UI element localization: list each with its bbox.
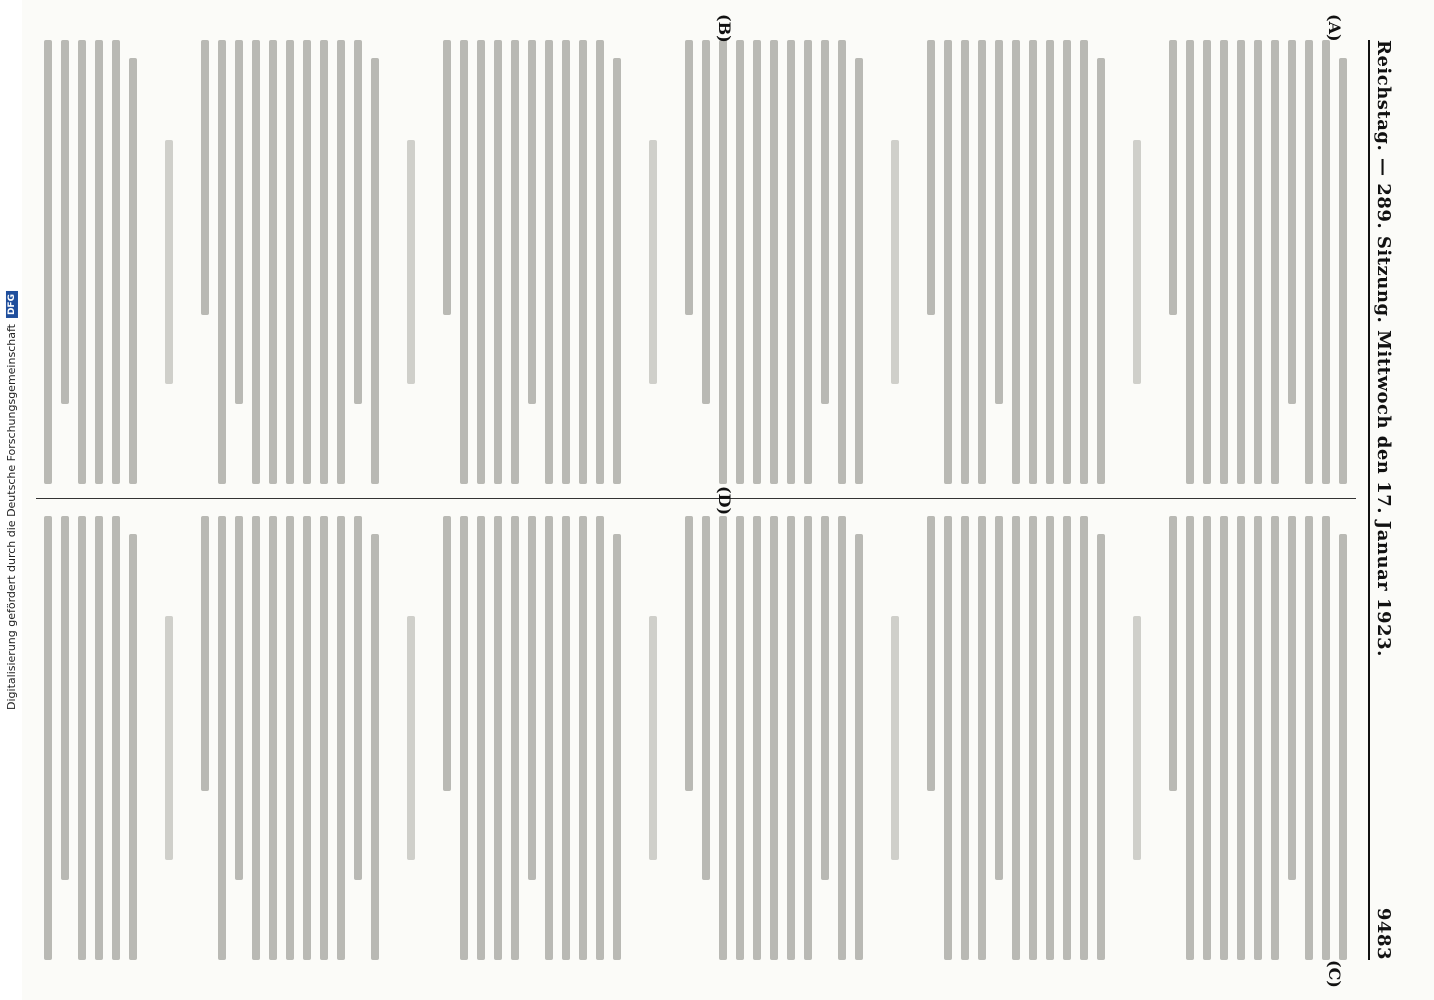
text-line-placeholder	[371, 58, 379, 484]
text-line-placeholder	[235, 516, 243, 880]
text-line-placeholder	[702, 40, 710, 404]
column-rule	[36, 498, 1356, 499]
text-line-placeholder	[1220, 516, 1228, 960]
text-line-placeholder	[562, 40, 570, 484]
text-line-placeholder	[1203, 516, 1211, 960]
text-line-placeholder	[286, 40, 294, 484]
text-line-placeholder	[460, 516, 468, 960]
text-line-placeholder	[337, 40, 345, 484]
paragraph-gap	[1150, 516, 1160, 960]
paragraph-gap	[1114, 40, 1124, 484]
text-line-placeholder	[1305, 516, 1313, 960]
text-line-placeholder	[1186, 516, 1194, 960]
text-line-placeholder	[995, 516, 1003, 880]
text-line-placeholder	[736, 40, 744, 484]
text-line-placeholder	[891, 140, 899, 384]
text-line-placeholder	[545, 516, 553, 960]
text-line-placeholder	[1186, 40, 1194, 484]
paragraph-gap	[1150, 40, 1160, 484]
paragraph-gap	[146, 516, 156, 960]
text-line-placeholder	[269, 40, 277, 484]
text-line-placeholder	[961, 516, 969, 960]
text-line-placeholder	[320, 516, 328, 960]
text-line-placeholder	[596, 40, 604, 484]
text-line-placeholder	[1203, 40, 1211, 484]
text-line-placeholder	[443, 40, 451, 315]
left-column	[36, 40, 1356, 484]
text-line-placeholder	[443, 516, 451, 791]
text-line-placeholder	[787, 516, 795, 960]
text-line-placeholder	[1012, 516, 1020, 960]
text-line-placeholder	[1029, 516, 1037, 960]
text-line-placeholder	[1305, 40, 1313, 484]
text-line-placeholder	[719, 40, 727, 484]
text-line-placeholder	[978, 40, 986, 484]
text-line-placeholder	[1271, 40, 1279, 484]
paragraph-gap	[388, 40, 398, 484]
text-line-placeholder	[838, 40, 846, 484]
paragraph-gap	[872, 516, 882, 960]
margin-mark-b: (B)	[715, 14, 734, 43]
text-line-placeholder	[407, 616, 415, 860]
text-line-placeholder	[804, 516, 812, 960]
paragraph-gap	[146, 40, 156, 484]
text-line-placeholder	[685, 40, 693, 315]
text-line-placeholder	[1220, 40, 1228, 484]
page-header	[1368, 40, 1398, 960]
paragraph-gap	[666, 40, 676, 484]
text-line-placeholder	[685, 516, 693, 791]
text-line-placeholder	[252, 516, 260, 960]
text-line-placeholder	[78, 40, 86, 484]
paragraph-gap	[182, 40, 192, 484]
text-line-placeholder	[494, 516, 502, 960]
text-line-placeholder	[1046, 516, 1054, 960]
text-line-placeholder	[753, 40, 761, 484]
text-line-placeholder	[927, 40, 935, 315]
text-line-placeholder	[855, 58, 863, 484]
text-line-placeholder	[320, 40, 328, 484]
text-line-placeholder	[269, 516, 277, 960]
paragraph-gap	[908, 40, 918, 484]
text-line-placeholder	[407, 140, 415, 384]
text-line-placeholder	[129, 58, 137, 484]
text-line-placeholder	[235, 40, 243, 404]
text-line-placeholder	[1063, 516, 1071, 960]
paragraph-gap	[424, 516, 434, 960]
text-line-placeholder	[354, 40, 362, 404]
margin-mark-c: (C)	[1325, 960, 1344, 988]
text-line-placeholder	[511, 40, 519, 484]
text-line-placeholder	[218, 40, 226, 484]
text-line-placeholder	[95, 516, 103, 960]
text-line-placeholder	[528, 516, 536, 880]
text-line-placeholder	[61, 40, 69, 404]
text-line-placeholder	[978, 516, 986, 960]
text-line-placeholder	[770, 516, 778, 960]
text-line-placeholder	[1271, 516, 1279, 960]
text-line-placeholder	[286, 516, 294, 960]
text-line-placeholder	[1254, 40, 1262, 484]
text-line-placeholder	[821, 40, 829, 404]
text-line-placeholder	[201, 40, 209, 315]
text-line-placeholder	[337, 516, 345, 960]
text-line-placeholder	[1046, 40, 1054, 484]
text-line-placeholder	[95, 40, 103, 484]
text-line-placeholder	[303, 516, 311, 960]
paragraph-gap	[872, 40, 882, 484]
text-line-placeholder	[1288, 40, 1296, 404]
text-line-placeholder	[944, 40, 952, 484]
text-line-placeholder	[1080, 516, 1088, 960]
text-line-placeholder	[787, 40, 795, 484]
text-line-placeholder	[1237, 516, 1245, 960]
text-line-placeholder	[927, 516, 935, 791]
text-line-placeholder	[649, 616, 657, 860]
text-line-placeholder	[1063, 40, 1071, 484]
text-line-placeholder	[1237, 40, 1245, 484]
text-line-placeholder	[961, 40, 969, 484]
text-line-placeholder	[165, 616, 173, 860]
text-line-placeholder	[303, 40, 311, 484]
text-line-placeholder	[1029, 40, 1037, 484]
text-line-placeholder	[165, 140, 173, 384]
paragraph-gap	[908, 516, 918, 960]
text-line-placeholder	[494, 40, 502, 484]
margin-mark-a: (A)	[1325, 14, 1344, 42]
text-line-placeholder	[1133, 140, 1141, 384]
text-line-placeholder	[545, 40, 553, 484]
text-line-placeholder	[129, 534, 137, 960]
paragraph-gap	[424, 40, 434, 484]
text-line-placeholder	[702, 516, 710, 880]
text-line-placeholder	[1080, 40, 1088, 484]
page-number: 9483	[1373, 907, 1395, 960]
text-line-placeholder	[1169, 516, 1177, 791]
text-line-placeholder	[477, 40, 485, 484]
text-line-placeholder	[1322, 516, 1330, 960]
paragraph-gap	[666, 516, 676, 960]
text-line-placeholder	[1133, 616, 1141, 860]
text-line-placeholder	[1169, 40, 1177, 315]
text-line-placeholder	[1097, 534, 1105, 960]
text-line-placeholder	[596, 516, 604, 960]
text-line-placeholder	[511, 516, 519, 960]
dfg-logo: DFG	[5, 291, 17, 318]
text-line-placeholder	[1322, 40, 1330, 484]
text-line-placeholder	[579, 40, 587, 484]
text-line-placeholder	[736, 516, 744, 960]
text-line-placeholder	[804, 40, 812, 484]
text-line-placeholder	[891, 616, 899, 860]
text-line-placeholder	[1288, 516, 1296, 880]
text-line-placeholder	[112, 40, 120, 484]
text-line-placeholder	[838, 516, 846, 960]
text-line-placeholder	[821, 516, 829, 880]
text-line-placeholder	[1012, 40, 1020, 484]
text-line-placeholder	[112, 516, 120, 960]
text-line-placeholder	[78, 516, 86, 960]
paragraph-gap	[182, 516, 192, 960]
text-line-placeholder	[218, 516, 226, 960]
text-line-placeholder	[252, 40, 260, 484]
text-line-placeholder	[649, 140, 657, 384]
text-line-placeholder	[1339, 534, 1347, 960]
paragraph-gap	[388, 516, 398, 960]
text-line-placeholder	[719, 516, 727, 960]
paragraph-gap	[630, 40, 640, 484]
text-line-placeholder	[1097, 58, 1105, 484]
footer-strip	[0, 0, 22, 1000]
text-line-placeholder	[770, 40, 778, 484]
text-line-placeholder	[579, 516, 587, 960]
footer-credit: Digitalisierung gefördert durch die Deutsche Forschungsgemeinschaft	[4, 323, 18, 710]
text-line-placeholder	[371, 534, 379, 960]
text-line-placeholder	[613, 534, 621, 960]
paragraph-gap	[1114, 516, 1124, 960]
header-title: Reichstag. — 289. Sitzung. Mittwoch den 17. Januar 1923.	[1373, 40, 1395, 657]
text-line-placeholder	[1254, 516, 1262, 960]
text-line-placeholder	[44, 40, 52, 484]
text-line-placeholder	[44, 516, 52, 960]
right-column	[36, 516, 1356, 960]
text-line-placeholder	[61, 516, 69, 880]
text-line-placeholder	[944, 516, 952, 960]
paragraph-gap	[630, 516, 640, 960]
text-line-placeholder	[562, 516, 570, 960]
text-line-placeholder	[477, 516, 485, 960]
text-line-placeholder	[855, 534, 863, 960]
text-line-placeholder	[460, 40, 468, 484]
text-line-placeholder	[613, 58, 621, 484]
margin-mark-d: (D)	[715, 486, 734, 516]
text-line-placeholder	[753, 516, 761, 960]
text-line-placeholder	[201, 516, 209, 791]
text-line-placeholder	[995, 40, 1003, 404]
text-line-placeholder	[528, 40, 536, 404]
text-line-placeholder	[1339, 58, 1347, 484]
text-line-placeholder	[354, 516, 362, 880]
